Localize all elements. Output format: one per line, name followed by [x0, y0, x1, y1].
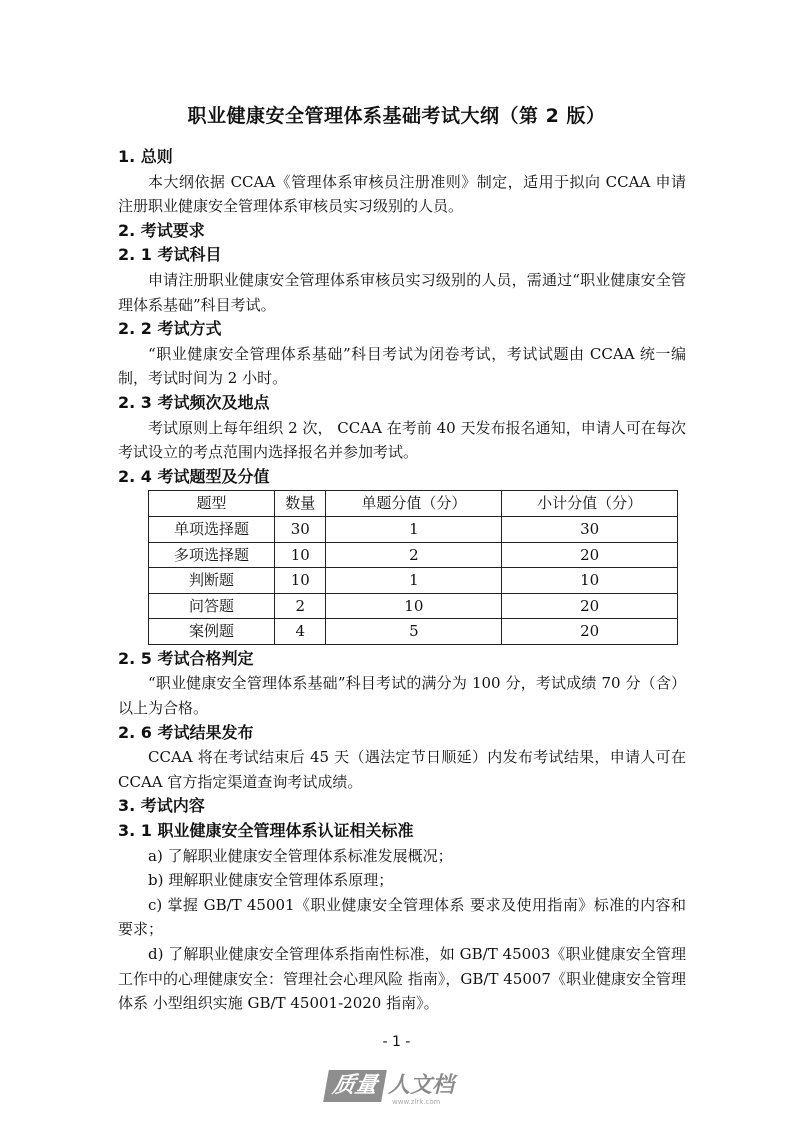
table-cell: 2: [326, 542, 502, 568]
table-cell: 30: [502, 516, 678, 542]
section-2-6-paragraph: CCAA 将在考试结束后 45 天（遇法定节日顺延）内发布考试结果，申请人可在 CCAA 官方指定渠道查询考试成绩。: [118, 748, 686, 791]
section-heading-2-2: 2. 2 考试方式: [118, 319, 222, 339]
document-body: [118, 145, 686, 1016]
table-cell: 30: [275, 516, 326, 542]
table-row: [149, 619, 678, 645]
list-item: c) 掌握 GB/T 45001《职业健康安全管理体系 要求及使用指南》标准的内容和要求；: [118, 895, 686, 939]
table-cell: 多项选择题: [149, 542, 275, 568]
table-cell: 问答题: [149, 593, 275, 619]
table-cell: 10: [326, 593, 502, 619]
table-cell: 20: [502, 593, 678, 619]
table-row: [149, 568, 678, 594]
table-cell: 5: [326, 619, 502, 645]
section-heading-2-5: 2. 5 考试合格判定: [118, 648, 254, 668]
table-cell: 10: [502, 568, 678, 594]
watermark-left-text: 质量: [323, 1070, 387, 1102]
table-header-cell: 单题分值（分）: [326, 491, 502, 517]
table-cell: 10: [275, 542, 326, 568]
section-heading-2-4: 2. 4 考试题型及分值: [118, 466, 270, 486]
section-heading-3-1: 3. 1 职业健康安全管理体系认证相关标准: [118, 821, 414, 841]
table-cell: 20: [502, 619, 678, 645]
section-2-3-paragraph: 考试原则上每年组织 2 次， CCAA 在考前 40 天发布报名通知，申请人可在每次考试设立的考点范围内选择报名并参加考试。: [118, 418, 686, 462]
table-cell: 4: [275, 619, 326, 645]
table-cell: 案例题: [149, 619, 275, 645]
table-header-cell: 数量: [275, 491, 326, 517]
section-heading-2: 2. 考试要求: [118, 220, 205, 240]
page-number: - 1 -: [382, 1034, 411, 1050]
section-2-1-paragraph: 申请注册职业健康安全管理体系审核员实习级别的人员，需通过“职业健康安全管理体系基础”科目考试。: [118, 270, 686, 314]
table-cell: 20: [502, 542, 678, 568]
section-2-2-paragraph: “职业健康安全管理体系基础”科目考试为闭卷考试，考试试题由 CCAA 统一编制，考试时间为 2 小时。: [118, 344, 686, 388]
table-cell: 判断题: [149, 568, 275, 594]
document-title: 职业健康安全管理体系基础考试大纲（第 2 版）: [187, 105, 606, 127]
table-header-cell: 题型: [149, 491, 275, 517]
list-item: d) 了解职业健康安全管理体系指南性标准，如 GB/T 45003《职业健康安全管理 工作中的心理健康安全：管理社会心理风险 指南》，GB/T 45007《职业健康安全管理体系 小型组织实施 GB/T 45001-2020 指南》。: [118, 945, 686, 1013]
section-heading-3: 3. 考试内容: [118, 796, 205, 816]
section-heading-2-1: 2. 1 考试科目: [118, 245, 222, 265]
table-cell: 1: [326, 516, 502, 542]
watermark-right-text: 人文档: [388, 1073, 455, 1098]
section-1-paragraph: 本大纲依据 CCAA《管理体系审核员注册准则》制定，适用于拟向 CCAA 申请注册职业健康安全管理体系审核员实习级别的人员。: [118, 172, 686, 216]
section-heading-2-3: 2. 3 考试频次及地点: [118, 392, 270, 412]
table-cell: 10: [275, 568, 326, 594]
watermark-url: www.zlrk.com: [392, 1098, 441, 1106]
table-cell: 2: [275, 593, 326, 619]
section-heading-2-6: 2. 6 考试结果发布: [118, 722, 254, 742]
site-watermark-logo: [326, 1070, 466, 1110]
table-cell: 单项选择题: [149, 516, 275, 542]
section-heading-1: 1. 总则: [118, 147, 173, 166]
list-item: a) 了解职业健康安全管理体系标准发展概况；: [148, 846, 453, 865]
table-header-cell: 小计分值（分）: [502, 491, 678, 517]
section-2-5-paragraph: “职业健康安全管理体系基础”科目考试的满分为 100 分，考试成绩 70 分（含）以上为合格。: [118, 674, 686, 718]
score-table: [148, 490, 678, 645]
table-cell: 1: [326, 568, 502, 594]
table-row: [149, 516, 678, 542]
table-header-row: [149, 491, 678, 517]
table-row: [149, 593, 678, 619]
table-row: [149, 542, 678, 568]
list-item: b) 理解职业健康安全管理体系原理；: [148, 871, 394, 890]
